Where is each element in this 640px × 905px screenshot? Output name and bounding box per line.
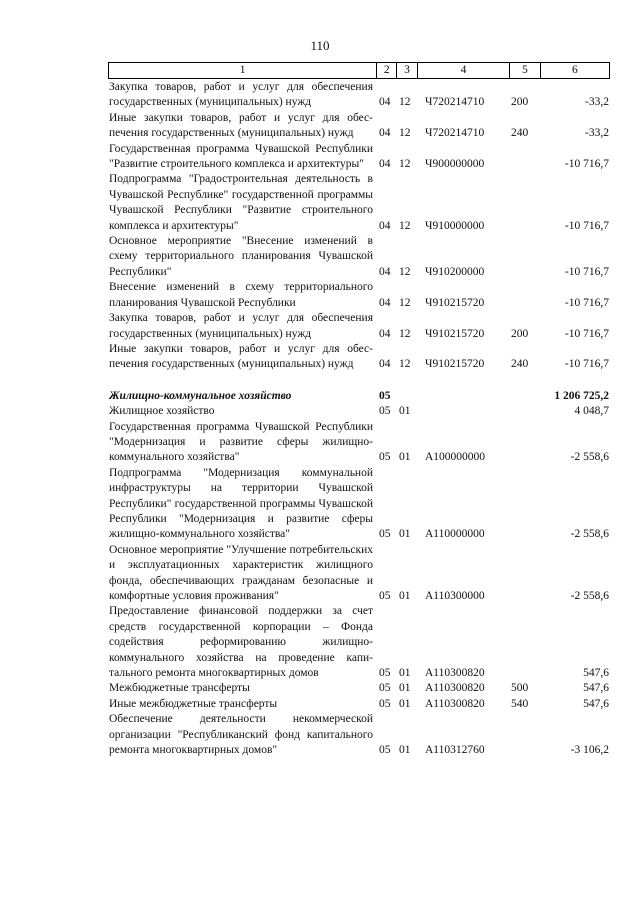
row-section: 04 <box>379 358 391 371</box>
row-name: Иные закупки товаров, работ и услуг для обеспечения государственных (муниципальных) нужд <box>109 111 373 140</box>
row-amount: -10 716,7 <box>564 219 609 232</box>
row-amount: -33,2 <box>585 127 609 140</box>
table-row <box>109 234 609 280</box>
row-name: Межбюджетные трансферты <box>109 682 250 695</box>
table-row <box>109 404 609 419</box>
row-amount: -33,2 <box>585 96 609 109</box>
row-name: Жилищно-коммунальное хозяйство <box>109 389 292 402</box>
row-target-article: А110312760 <box>425 744 485 757</box>
row-section: 04 <box>379 219 391 232</box>
row-section: 04 <box>379 296 391 309</box>
table-row <box>109 172 609 234</box>
row-subsection: 01 <box>399 528 411 541</box>
row-subsection: 12 <box>399 358 411 371</box>
row-amount: -2 558,6 <box>570 528 609 541</box>
row-subsection: 01 <box>399 405 411 418</box>
row-name: Иные закупки товаров, работ и услуг для обеспечения государственных (муниципальных) нужд <box>109 342 373 371</box>
row-expense-type: 240 <box>511 358 529 371</box>
row-amount: -10 716,7 <box>564 158 609 171</box>
section-spacer <box>109 373 609 389</box>
row-amount: 547,6 <box>583 667 609 680</box>
row-expense-type: 240 <box>511 127 529 140</box>
row-target-article: А110300820 <box>425 697 485 710</box>
row-section: 05 <box>379 389 391 402</box>
row-section: 04 <box>379 158 391 171</box>
row-section: 04 <box>379 96 391 109</box>
row-name: Иные межбюджетные трансферты <box>109 697 278 710</box>
row-name: Основное мероприятие "Внесение изменений в схему территориального планирования Чувашской Республики" <box>109 235 373 278</box>
row-section: 05 <box>379 667 391 680</box>
row-amount: -2 558,6 <box>570 590 609 602</box>
table-row <box>109 420 609 466</box>
row-target-article: Ч910200000 <box>425 265 485 278</box>
row-section: 05 <box>379 682 391 695</box>
header-col-4: 4 <box>418 63 510 78</box>
table-row <box>109 712 609 758</box>
row-name: Обеспечение деятельности некоммерческой организации "Республиканский фонд капитального ремонта многоквартирных домов" <box>109 713 373 757</box>
row-name: Внесение изменений в схему территориального планирования Чувашской Республики <box>109 281 373 309</box>
row-amount: -2 558,6 <box>570 451 609 464</box>
row-section: 05 <box>379 697 391 710</box>
header-col-3: 3 <box>397 63 418 78</box>
row-amount: 1 206 725,2 <box>554 389 609 402</box>
table-header <box>108 62 610 79</box>
header-col-6: 6 <box>571 64 578 76</box>
row-section: 04 <box>379 327 391 340</box>
row-subsection: 12 <box>399 219 411 232</box>
row-target-article: Ч910215720 <box>425 327 485 340</box>
budget-table-body <box>109 80 609 758</box>
table-row <box>109 543 609 605</box>
row-target-article: Ч900000000 <box>425 158 485 171</box>
row-subsection: 12 <box>399 296 411 309</box>
row-target-article: Ч910215720 <box>425 296 485 309</box>
table-row <box>109 389 609 404</box>
row-target-article: Ч720214710 <box>425 127 485 140</box>
row-expense-type: 540 <box>511 697 529 710</box>
table-row <box>109 681 609 696</box>
row-subsection: 01 <box>399 682 411 695</box>
header-col-5: 5 <box>510 63 541 78</box>
row-name: Закупка товаров, работ и услуг для обеспечения государственных (муниципальных) нужд <box>109 312 373 340</box>
row-name: Подпрограмма "Модернизация коммунальной инфраструктуры на территории Чувашской Республики" государственной программы Чувашской Республики "Модернизация и развитие сферы жилищно-коммунального хозяйства" <box>109 466 373 541</box>
table-row <box>109 466 609 543</box>
row-name: Предоставление финансовой поддержки за счет средств государственной корпорации – Фонда содействия реформированию жилищнокоммунального хозяйства на проведение капитального ремонта многоквартирных домов <box>109 605 373 680</box>
row-subsection: 01 <box>399 590 411 602</box>
row-section: 04 <box>379 265 391 278</box>
row-target-article: А110000000 <box>425 528 485 541</box>
row-subsection: 01 <box>399 451 411 464</box>
row-amount: 4 048,7 <box>574 405 609 418</box>
row-section: 05 <box>379 744 391 757</box>
row-amount: 547,6 <box>583 682 609 695</box>
row-subsection: 12 <box>399 327 411 340</box>
row-target-article: Ч720214710 <box>425 96 485 109</box>
page-number: 110 <box>310 38 330 53</box>
row-target-article: А110300000 <box>425 590 485 602</box>
row-subsection: 12 <box>399 158 411 171</box>
row-section: 05 <box>379 590 391 602</box>
row-subsection: 01 <box>399 744 411 757</box>
row-name: Закупка товаров, работ и услуг для обеспечения государственных (муниципальных) нужд <box>109 81 373 109</box>
table-row <box>109 697 609 712</box>
row-section: 05 <box>379 405 391 418</box>
row-expense-type: 500 <box>511 682 529 695</box>
row-section: 04 <box>379 127 391 140</box>
row-subsection: 01 <box>399 667 411 680</box>
row-amount: -10 716,7 <box>564 296 609 309</box>
row-subsection: 01 <box>399 697 411 710</box>
table-row <box>109 311 609 342</box>
table-row <box>109 604 609 681</box>
table-row <box>109 280 609 311</box>
row-amount: -3 106,2 <box>570 744 609 757</box>
row-subsection: 12 <box>399 96 411 109</box>
table-row <box>109 111 609 142</box>
header-col-1: 1 <box>109 63 377 78</box>
table-row <box>109 142 609 173</box>
row-target-article: А110300820 <box>425 682 485 695</box>
row-target-article: А110300820 <box>425 667 485 680</box>
row-amount: -10 716,7 <box>564 327 609 340</box>
row-subsection: 12 <box>399 265 411 278</box>
header-col-2: 2 <box>377 63 397 78</box>
row-target-article: А100000000 <box>425 451 486 464</box>
row-name: Подпрограмма "Градостроительная деятельность в Чувашской Республике" государственной программы Чувашской Республики "Развитие строительного комплекса и архитектуры" <box>109 173 373 232</box>
row-amount: 547,6 <box>583 697 609 710</box>
row-name: Основное мероприятие "Улучшение потребительских и эксплуатационных характеристик жилищного фонда, обеспечивающих гражданам безопасные и комфортные условия проживания" <box>109 543 373 602</box>
table-row <box>109 80 609 111</box>
row-amount: -10 716,7 <box>564 265 609 278</box>
row-target-article: Ч910000000 <box>425 219 485 232</box>
row-name: Жилищное хозяйство <box>109 405 215 418</box>
row-section: 05 <box>379 528 391 541</box>
row-name: Государственная программа Чувашской Республики "Модернизация и развитие сферы жилищно-коммунального хозяйства" <box>109 420 373 464</box>
row-section: 05 <box>379 451 391 464</box>
row-name: Государственная программа Чувашской Республики "Развитие строительного комплекса и архитектуры" <box>109 142 373 171</box>
row-expense-type: 200 <box>511 96 529 109</box>
row-amount: -10 716,7 <box>564 358 609 371</box>
table-row <box>109 342 609 373</box>
row-subsection: 12 <box>399 127 411 140</box>
row-expense-type: 200 <box>511 327 529 340</box>
row-target-article: Ч910215720 <box>425 358 485 371</box>
